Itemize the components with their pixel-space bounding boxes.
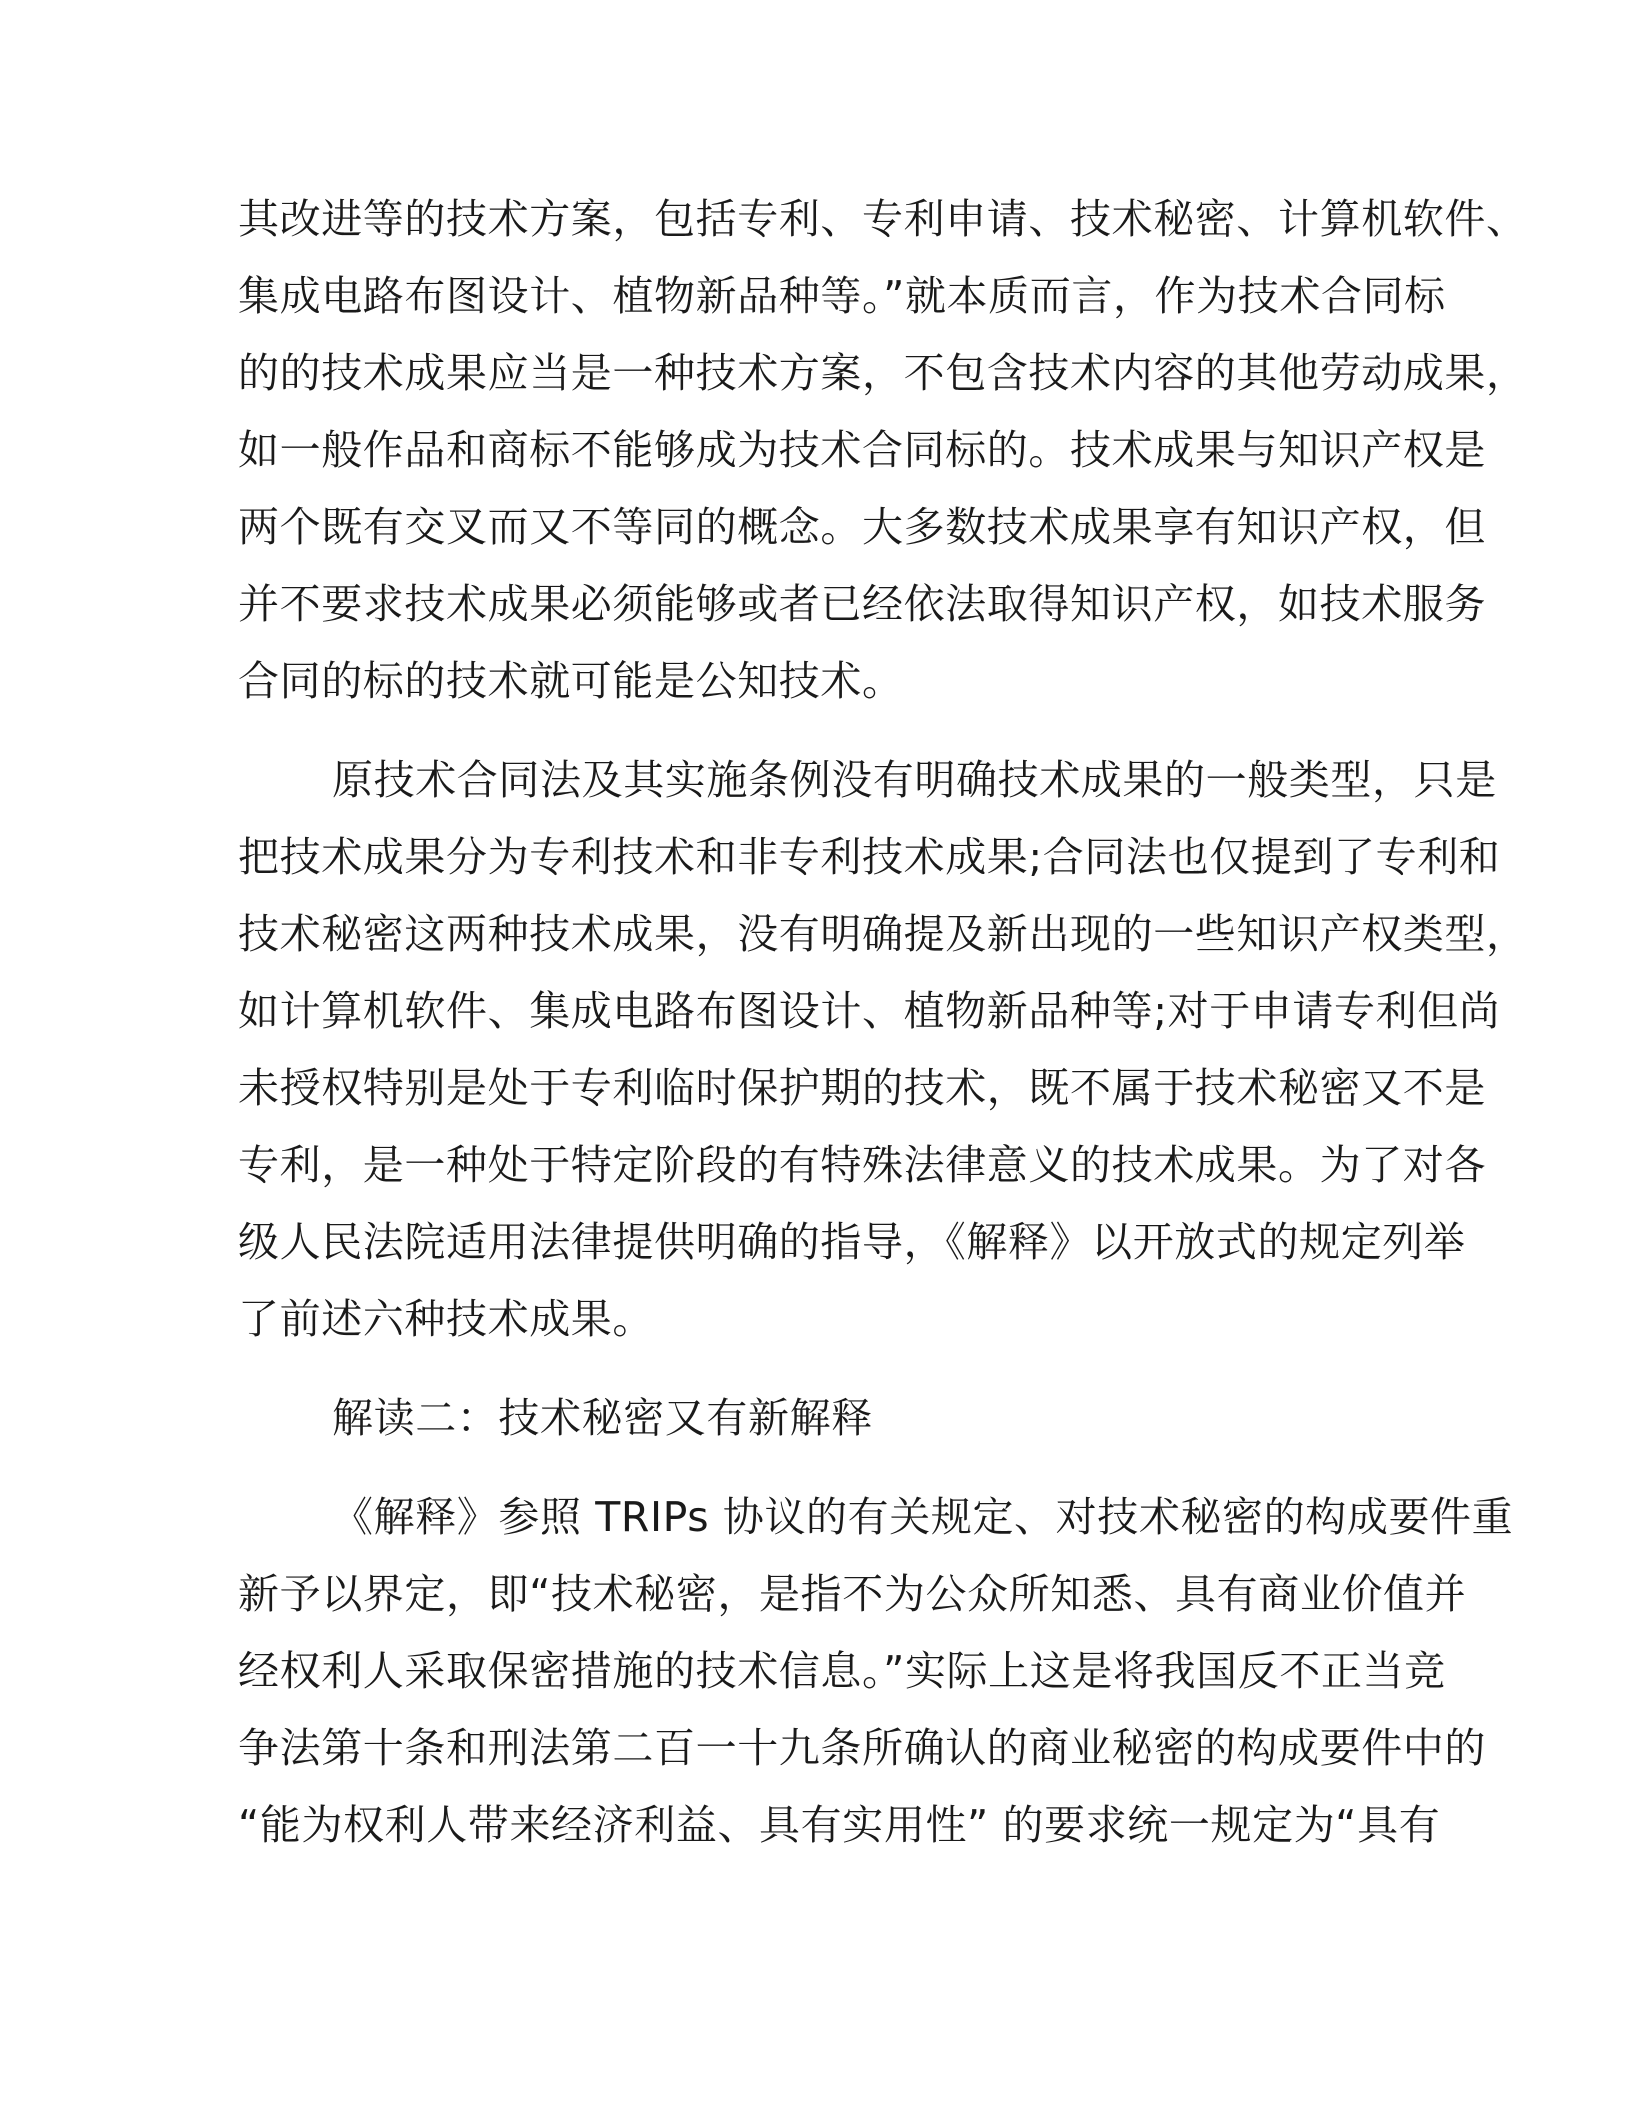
section-heading: 解读二：技术秘密又有新解释 (332, 1394, 873, 1442)
paragraph-1-line-6: 并不要求技术成果必须能够或者已经依法取得知识产权，如技术服务 (238, 580, 1486, 628)
paragraph-2-line-7: 级人民法院适用法律提供明确的指导，《解释》以开放式的规定列举 (238, 1218, 1466, 1266)
paragraph-1-line-4: 如一般作品和商标不能够成为技术合同标的。技术成果与知识产权是 (238, 426, 1486, 474)
paragraph-4-line-2: 新予以界定，即“技术秘密，是指不为公众所知悉、具有商业价值并 (238, 1570, 1467, 1618)
paragraph-4-line-4: 争法第十条和刑法第二百一十九条所确认的商业秘密的构成要件中的 (238, 1724, 1486, 1772)
paragraph-2-line-6: 专利，是一种处于特定阶段的有特殊法律意义的技术成果。为了对各 (238, 1141, 1486, 1189)
paragraph-1-line-3: 的的技术成果应当是一种技术方案，不包含技术内容的其他劳动成果， (238, 349, 1528, 397)
paragraph-2-line-5: 未授权特别是处于专利临时保护期的技术，既不属于技术秘密又不是 (238, 1064, 1486, 1112)
paragraph-1-line-7: 合同的标的技术就可能是公知技术。 (238, 657, 904, 705)
paragraph-4-line-3: 经权利人采取保密措施的技术信息。”实际上这是将我国反不正当竞 (238, 1647, 1446, 1695)
paragraph-1-line-2: 集成电路布图设计、植物新品种等。”就本质而言，作为技术合同标 (238, 272, 1446, 320)
paragraph-2-line-8: 了前述六种技术成果。 (238, 1295, 654, 1343)
paragraph-1-line-1: 其改进等的技术方案，包括专利、专利申请、技术秘密、计算机软件、 (238, 195, 1528, 243)
paragraph-2-line-4: 如计算机软件、集成电路布图设计、植物新品种等;对于申请专利但尚 (238, 987, 1501, 1035)
paragraph-4-line-5: “能为权利人带来经济利益、具有实用性” 的要求统一规定为“具有 (238, 1801, 1441, 1849)
paragraph-2-line-3: 技术秘密这两种技术成果，没有明确提及新出现的一些知识产权类型， (238, 910, 1528, 958)
paragraph-2-line-1: 原技术合同法及其实施条例没有明确技术成果的一般类型，只是 (332, 756, 1497, 804)
paragraph-2-line-2: 把技术成果分为专利技术和非专利技术成果;合同法也仅提到了专利和 (238, 833, 1501, 881)
paragraph-1-line-5: 两个既有交叉而又不等同的概念。大多数技术成果享有知识产权，但 (238, 503, 1486, 551)
paragraph-4-line-1: 《解释》参照 TRIPs 协议的有关规定、对技术秘密的构成要件重 (332, 1493, 1514, 1541)
